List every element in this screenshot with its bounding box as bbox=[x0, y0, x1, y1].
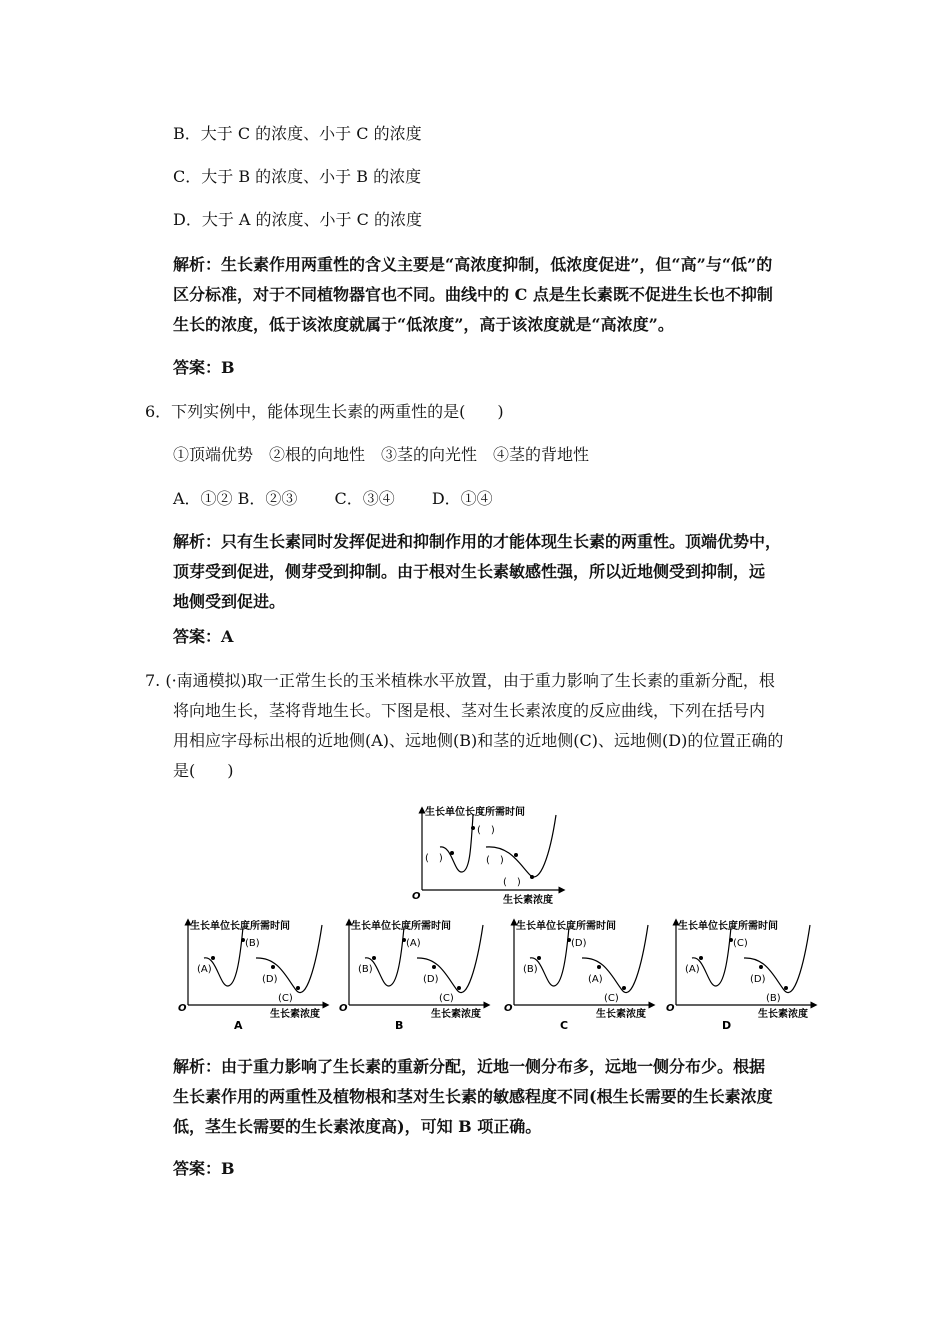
q6-options: A．①② B．②③ C．③④ D．①④ bbox=[173, 489, 493, 508]
point-dot bbox=[622, 986, 626, 990]
blank-label: ( ) bbox=[425, 853, 443, 864]
point-dot bbox=[296, 986, 300, 990]
reference-chart bbox=[412, 805, 562, 906]
point-label: (D) bbox=[262, 974, 278, 985]
point-label: (C) bbox=[604, 993, 619, 1004]
option-origin: O bbox=[666, 1003, 675, 1014]
point-label: (B) bbox=[245, 938, 260, 949]
option-chart-c bbox=[504, 919, 652, 1032]
option-xlabel: 生长素浓度 bbox=[270, 1009, 320, 1020]
option-name: A bbox=[234, 1019, 243, 1032]
option-origin: O bbox=[178, 1003, 187, 1014]
q7-stem-cont bbox=[173, 696, 783, 786]
q6-answer: 答案：A bbox=[173, 627, 234, 646]
option-ylabel: 生长单位长度所需时间 bbox=[351, 921, 451, 932]
point-dot bbox=[211, 956, 215, 960]
q5-answer: 答案：B bbox=[173, 358, 235, 377]
blank-label: ( ) bbox=[503, 877, 521, 888]
q6-items: ①顶端优势 ②根的向地性 ③茎的向光性 ④茎的背地性 bbox=[173, 445, 590, 464]
q7-stem-line: 用相应字母标出根的近地侧(A)、远地侧(B)和茎的近地侧(C)、远地侧(D)的位置正确的 bbox=[173, 731, 784, 750]
q6-analysis-line: 顶芽受到促进，侧芽受到抑制。由于根对生长素敏感性强，所以近地侧受到抑制，远 bbox=[173, 562, 766, 581]
point-dot bbox=[699, 956, 703, 960]
point-label: (B) bbox=[358, 964, 373, 975]
root-curve bbox=[204, 927, 243, 986]
point-dot bbox=[784, 986, 788, 990]
q7-answer: 答案：B bbox=[173, 1159, 235, 1178]
point-dot bbox=[271, 965, 275, 969]
q6-analysis-line: 地侧受到促进。 bbox=[173, 592, 286, 611]
point-dot bbox=[432, 965, 436, 969]
option-origin: O bbox=[504, 1003, 513, 1014]
option-ylabel: 生长单位长度所需时间 bbox=[190, 921, 290, 932]
q5-analysis bbox=[173, 250, 773, 340]
q5-analysis-line: 生长的浓度，低于该浓度就属于“低浓度”，高于该浓度就是“高浓度”。 bbox=[173, 315, 674, 334]
option-ylabel: 生长单位长度所需时间 bbox=[516, 921, 616, 932]
point-label: (B) bbox=[523, 964, 538, 975]
stem-curve bbox=[486, 815, 556, 877]
option-chart-b bbox=[339, 919, 487, 1032]
q6-stem: 6．下列实例中，能体现生长素的两重性的是( ) bbox=[145, 402, 504, 421]
option-ylabel: 生长单位长度所需时间 bbox=[678, 921, 778, 932]
point-label: (C) bbox=[733, 938, 748, 949]
option-name: C bbox=[560, 1019, 569, 1032]
point-label: (A) bbox=[197, 964, 212, 975]
q5-option-b: B．大于 C 的浓度、小于 C 的浓度 bbox=[173, 124, 422, 143]
option-name: B bbox=[395, 1019, 404, 1032]
point-dot bbox=[537, 956, 541, 960]
point-label: (D) bbox=[750, 974, 766, 985]
option-origin: O bbox=[339, 1003, 348, 1014]
q7-analysis-line: 低，茎生长需要的生长素浓度高)，可知 B 项正确。 bbox=[173, 1117, 542, 1136]
root-curve bbox=[692, 927, 731, 986]
q7-analysis-line: 生长素作用的两重性及植物根和茎对生长素的敏感程度不同(根生长需要的生长素浓度 bbox=[173, 1087, 773, 1106]
ref-xlabel: 生长素浓度 bbox=[503, 895, 553, 906]
point-label: (D) bbox=[571, 938, 587, 949]
point-label: (C) bbox=[439, 993, 454, 1004]
point-label: (A) bbox=[588, 974, 603, 985]
ref-ylabel: 生长单位长度所需时间 bbox=[425, 807, 525, 818]
q5-option-d: D．大于 A 的浓度、小于 C 的浓度 bbox=[173, 210, 422, 229]
option-xlabel: 生长素浓度 bbox=[758, 1009, 808, 1020]
ref-origin: O bbox=[412, 891, 421, 902]
point-label: (A) bbox=[685, 964, 700, 975]
blank-label: ( ) bbox=[486, 855, 504, 866]
q7-stem-line: 是( ) bbox=[173, 761, 234, 780]
option-chart-a bbox=[178, 919, 326, 1032]
q7-stem-line: 将向地生长，茎将背地生长。下图是根、茎对生长素浓度的反应曲线，下列在括号内 bbox=[173, 701, 766, 720]
q5-analysis-line: 解析：生长素作用两重性的含义主要是“高浓度抑制，低浓度促进”，但“高”与“低”的 bbox=[173, 255, 773, 274]
point-label: (B) bbox=[766, 993, 781, 1004]
point-label: (D) bbox=[423, 974, 439, 985]
point-dot bbox=[457, 986, 461, 990]
option-chart-d bbox=[666, 919, 814, 1032]
option-xlabel: 生长素浓度 bbox=[596, 1009, 646, 1020]
option-charts bbox=[178, 919, 814, 1032]
root-curve bbox=[530, 927, 569, 986]
q7-analysis-line: 解析：由于重力影响了生长素的重新分配，近地一侧分布多，远地一侧分布少。根据 bbox=[173, 1057, 766, 1076]
point-dot bbox=[597, 965, 601, 969]
q7-stem bbox=[145, 666, 775, 696]
q7-analysis bbox=[173, 1052, 773, 1142]
point-dot bbox=[759, 965, 763, 969]
option-name: D bbox=[722, 1019, 732, 1032]
q6-analysis bbox=[173, 527, 781, 617]
point-label: (A) bbox=[406, 938, 421, 949]
q5-analysis-line: 区分标准，对于不同植物器官也不同。曲线中的 C 点是生长素既不促进生长也不抑制 bbox=[173, 285, 773, 304]
q7-figure bbox=[0, 795, 950, 1055]
q7-stem-line: 7. (·南通模拟)取一正常生长的玉米植株水平放置，由于重力影响了生长素的重新分配，根 bbox=[145, 671, 775, 690]
blank-label: ( ) bbox=[477, 825, 495, 836]
q5-option-c: C．大于 B 的浓度、小于 B 的浓度 bbox=[173, 167, 422, 186]
point-label: (C) bbox=[278, 993, 293, 1004]
q6-analysis-line: 解析：只有生长素同时发挥促进和抑制作用的才能体现生长素的两重性。顶端优势中， bbox=[173, 532, 782, 551]
root-curve bbox=[365, 927, 404, 986]
option-xlabel: 生长素浓度 bbox=[431, 1009, 481, 1020]
point-dot bbox=[372, 956, 376, 960]
root-curve bbox=[440, 815, 473, 872]
